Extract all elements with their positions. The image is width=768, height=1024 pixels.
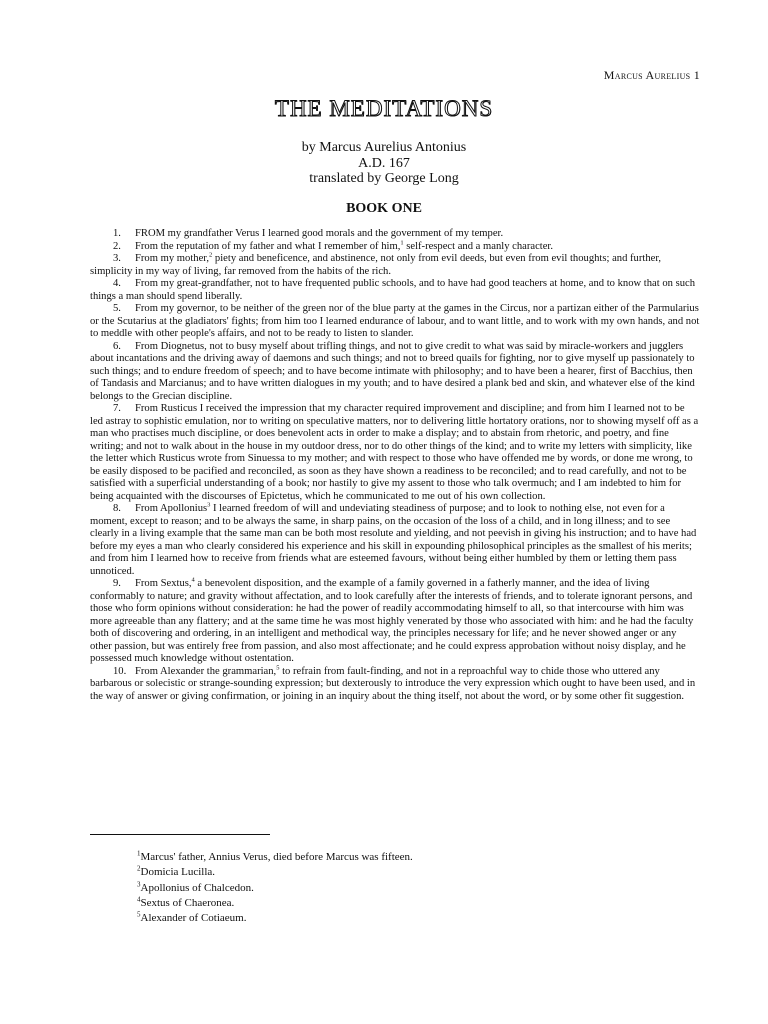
title-text: THE MEDITATIONS: [274, 96, 494, 121]
page-title: [0, 96, 768, 122]
paragraph-number: 4.: [113, 278, 121, 289]
paragraph-text: From Sextus,: [135, 578, 192, 589]
byline: [0, 140, 768, 187]
footnote-text: Domicia Lucilla.: [140, 866, 216, 879]
paragraph: [90, 341, 700, 404]
footnote-mark: 2: [137, 864, 141, 873]
footnote: [137, 850, 637, 865]
paragraph-number: 2.: [113, 240, 121, 252]
footnote-mark: 1: [137, 849, 141, 858]
paragraph: [90, 278, 700, 303]
footnote-text: Alexander of Cotiaeum.: [140, 912, 247, 925]
byline-author: by Marcus Aurelius Antonius: [301, 140, 467, 155]
byline-date: A.D. 167: [358, 155, 410, 171]
paragraph-number: 10.: [113, 665, 127, 677]
footnote-ref: 1: [400, 238, 404, 246]
paragraph-text: self-respect and a manly character.: [403, 240, 554, 252]
footnote-text: Sextus of Chaeronea.: [140, 896, 235, 909]
paragraph-number: 8.: [113, 503, 121, 514]
paragraph-text: a benevolent disposition, and the example of a family governed in a fatherly manner, and the idea of living conformably to nature; and gravity without affectation, and to look carefully after the interests of friends, and to tolerate ignorant persons, and those who form opinions without consideration: he had the power of readily accommodating himself to all, so that intercourse with him was more agreeable than any flattery; and at the same time he was most highly venerated by those who associated with him: and he had the faculty both of discovering and ordering, in an intelligent and methodical way, the principles necessary for life; and he never showed anger or any other passion, but was entirely free from passion, and also most affectionate; and he could express approbation without noisy display, and he possessed much knowledge without ostentation.: [90, 578, 694, 664]
paragraph-number: 5.: [113, 303, 121, 314]
paragraph-number: 3.: [113, 253, 121, 264]
paragraph-number: 1.: [113, 228, 121, 239]
footnote: [137, 881, 637, 896]
paragraph: [90, 503, 700, 578]
paragraph-text: FROM my grandfather Verus I learned good morals and the government of my temper.: [135, 228, 504, 239]
paragraph-text: From Apollonius: [135, 503, 208, 514]
paragraph-text: From Alexander the grammarian,: [135, 665, 277, 677]
paragraph: [90, 303, 700, 341]
paragraph-text: to refrain from fault-finding, and not in a reproachful way to chide those who uttered any barbarous or solecistic or strange-sounding expression; but dexterously to introduce the very expression which ought to have been used, and in the way of answer or giving confirmation, or joining in an inquiry about the thing itself, not about the word, or by some other fit suggestion.: [90, 665, 696, 702]
paragraph: [90, 238, 700, 254]
paragraph: [90, 578, 700, 666]
footnote-mark: 4: [137, 895, 141, 904]
footnote-text: Apollonius of Chalcedon.: [140, 881, 254, 894]
footnote-ref: 2: [209, 251, 213, 259]
book-heading: BOOK ONE: [346, 201, 422, 216]
footnote-text: Marcus' father, Annius Verus, died before Marcus was fifteen.: [140, 851, 413, 863]
footnote: [137, 865, 637, 880]
paragraph-text: From Rusticus I received the impression that my character required improvement and discipline; and from him I learned not to be led astray to sophistic emulation, nor to writing on speculative matters, nor to delivering little hortatory orations, nor to showing myself off as a man who practises much discipline, or does benevolent acts in order to make a display; and to abstain from rhetoric, and poetry, and fine writing; and not to walk about in the house in my outdoor dress, nor to do other things of the kind; and to write my letters with simplicity, like the letter which Rusticus wrote from Sinuessa to my mother; and with respect to those who have offended me by words, or done me wrong, to be easily disposed to be pacified and reconciled, as soon as they have shown a readiness to be reconciled; and to read carefully, and not to be satisfied with a superficial understanding of a book; nor hastily to give my assent to those who talk overmuch; and I am indebted to him for being acquainted with the discourses of Epictetus, which he communicated to me out of his own collection.: [90, 403, 699, 502]
paragraph-text: From Diognetus, not to busy myself about trifling things, and not to give credit to what was said by miracle-workers and jugglers about incantations and the driving away of daemons and such things; and not to breed quails for fighting, nor to give myself up passionately to such things; and to endure freedom of speech; and to have become intimate with philosophy; and to have been a hearer, first of Bacchius, then of Tandasis and Marcianus; and to have written dialogues in my youth; and to have desired a plank bed and skin, and whatever else of the kind belongs to the Grecian discipline.: [90, 340, 695, 402]
footnote-ref: 5: [276, 663, 280, 671]
footnotes: [137, 850, 637, 926]
body-text: [90, 228, 700, 703]
footnote-divider: [90, 834, 270, 835]
paragraph-text: From my great-grandfather, not to have frequented public schools, and to have had good teachers at home, and to know that on such things a man should spend liberally.: [90, 278, 695, 302]
paragraph-text: From the reputation of my father and what I remember of him,: [135, 240, 401, 252]
running-head: Marcus Aurelius 1: [603, 68, 700, 82]
paragraph-number: 7.: [113, 403, 121, 414]
paragraph-text: From my governor, to be neither of the green nor of the blue party at the games in the Circus, nor a partizan either of the Parmularius or the Scutarius at the gladiators' fights; from him too I learned endurance of labour, and to want little, and to work with my own hands, and not to meddle with other people's affairs, and not to be ready to listen to slander.: [90, 303, 700, 339]
footnote-mark: 5: [137, 910, 141, 919]
footnote: [137, 911, 637, 926]
byline-translator: translated by George Long: [309, 171, 459, 186]
paragraph-number: 6.: [113, 340, 121, 352]
footnote-mark: 3: [137, 879, 141, 888]
paragraph: [90, 228, 700, 241]
paragraph-number: 9.: [113, 578, 121, 589]
paragraph-text: piety and beneficence, and abstinence, not only from evil deeds, but even from evil thoughts; and further, simplicity in my way of living, far removed from the habits of the rich.: [90, 253, 662, 277]
paragraph-text: From my mother,: [135, 253, 210, 264]
paragraph: [90, 403, 700, 503]
paragraph: [90, 663, 700, 704]
paragraph: [90, 253, 700, 278]
footnote-ref: 4: [191, 576, 195, 584]
footnote: [137, 896, 637, 911]
footnote-ref: 3: [207, 501, 211, 509]
paragraph-text: I learned freedom of will and undeviating steadiness of purpose; and to look to nothing else, not even for a moment, except to reason; and to be always the same, in sharp pains, on the occasion of the loss of a child, and in long illness; and to see clearly in a living example that the same man can be both most resolute and yielding, and not peevish in giving his instruction; and to have had before my eyes a man who clearly considered his experience and his skill in expounding philosophical principles as the smallest of his merits; and from him I learned how to receive from friends what are esteemed favours, without being either humbled by them or letting them pass unnoticed.: [90, 503, 697, 577]
